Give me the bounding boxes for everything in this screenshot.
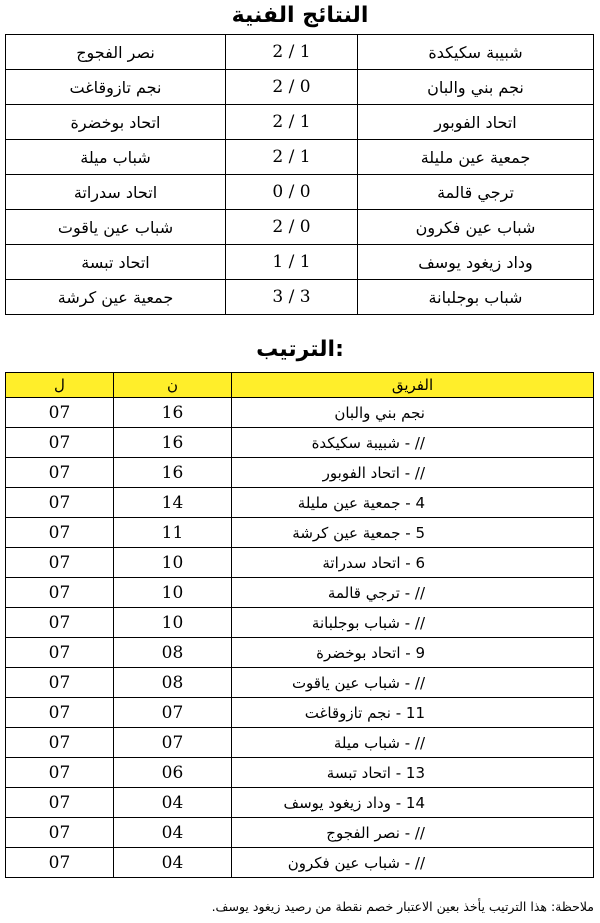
standings-row [6, 758, 594, 788]
standings-note: ملاحظة: هذا الترتيب يأخذ بعين الاعتبار خصم نقطة من رصيد زيغود يوسف. [211, 899, 594, 914]
standings-row [6, 428, 594, 458]
away-team: شباب ميلة [6, 140, 226, 175]
team-cell: 4 - جمعية عين مليلة [232, 488, 594, 518]
points-cell: 14 [114, 488, 232, 518]
team-cell: // - شباب عين ياقوت [232, 668, 594, 698]
team-cell: 13 - اتحاد تبسة [232, 758, 594, 788]
standings-row [6, 698, 594, 728]
away-team: اتحاد سدراتة [6, 175, 226, 210]
points-cell: 16 [114, 428, 232, 458]
played-cell: 07 [6, 758, 114, 788]
points-cell: 04 [114, 848, 232, 878]
points-cell: 07 [114, 728, 232, 758]
played-cell: 07 [6, 788, 114, 818]
team-cell: 11 - نجم تازوقاغت [232, 698, 594, 728]
points-cell: 08 [114, 638, 232, 668]
match-score: 1 / 1 [226, 245, 358, 280]
standings-row [6, 458, 594, 488]
standings-row [6, 548, 594, 578]
results-row [6, 245, 594, 280]
team-cell: // - شباب ميلة [232, 728, 594, 758]
standings-row [6, 818, 594, 848]
played-cell: 07 [6, 638, 114, 668]
team-cell: // - اتحاد الفوبور [232, 458, 594, 488]
team-cell: // - نصر الفجوج [232, 818, 594, 848]
points-cell: 10 [114, 578, 232, 608]
points-cell: 10 [114, 548, 232, 578]
team-cell: // - شبيبة سكيكدة [232, 428, 594, 458]
standings-row [6, 638, 594, 668]
standings-row [6, 668, 594, 698]
home-team: وداد زيغود يوسف [358, 245, 594, 280]
points-cell: 11 [114, 518, 232, 548]
played-cell: 07 [6, 848, 114, 878]
home-team: شباب بوجلبانة [358, 280, 594, 315]
points-cell: 04 [114, 788, 232, 818]
away-team: نجم تازوقاغت [6, 70, 226, 105]
played-cell: 07 [6, 728, 114, 758]
standings-title: الترتيب: [256, 337, 344, 362]
results-row [6, 70, 594, 105]
results-row [6, 140, 594, 175]
team-cell: 9 - اتحاد بوخضرة [232, 638, 594, 668]
results-row [6, 280, 594, 315]
away-team: شباب عين ياقوت [6, 210, 226, 245]
match-score: 2 / 1 [226, 140, 358, 175]
home-team: شباب عين فكرون [358, 210, 594, 245]
played-cell: 07 [6, 428, 114, 458]
team-cell: // - ترجي قالمة [232, 578, 594, 608]
points-cell: 16 [114, 398, 232, 428]
home-team: شبيبة سكيكدة [358, 35, 594, 70]
points-cell: 07 [114, 698, 232, 728]
played-cell: 07 [6, 488, 114, 518]
standings-row [6, 788, 594, 818]
results-table [5, 34, 594, 315]
points-cell: 06 [114, 758, 232, 788]
match-score: 0 / 0 [226, 175, 358, 210]
played-cell: 07 [6, 608, 114, 638]
home-team: نجم بني والبان [358, 70, 594, 105]
points-cell: 10 [114, 608, 232, 638]
results-row [6, 210, 594, 245]
points-cell: 04 [114, 818, 232, 848]
results-title: النتائج الفنية [231, 3, 369, 28]
home-team: جمعية عين مليلة [358, 140, 594, 175]
match-score: 2 / 1 [226, 35, 358, 70]
match-score: 3 / 3 [226, 280, 358, 315]
played-cell: 07 [6, 548, 114, 578]
played-cell: 07 [6, 398, 114, 428]
away-team: نصر الفجوج [6, 35, 226, 70]
standings-row [6, 398, 594, 428]
points-header: ن [114, 373, 232, 398]
played-cell: 07 [6, 518, 114, 548]
standings-row [6, 518, 594, 548]
team-cell: 14 - وداد زيغود يوسف [232, 788, 594, 818]
team-cell: نجم بني والبان [232, 398, 594, 428]
standings-row [6, 728, 594, 758]
standings-row [6, 848, 594, 878]
team-cell: // - شباب بوجلبانة [232, 608, 594, 638]
played-header: ل [6, 373, 114, 398]
away-team: اتحاد تبسة [6, 245, 226, 280]
standings-row [6, 578, 594, 608]
away-team: اتحاد بوخضرة [6, 105, 226, 140]
team-header: الفريق [232, 373, 594, 398]
standings-row [6, 608, 594, 638]
away-team: جمعية عين كرشة [6, 280, 226, 315]
results-row [6, 175, 594, 210]
points-cell: 16 [114, 458, 232, 488]
home-team: اتحاد الفوبور [358, 105, 594, 140]
team-cell: 5 - جمعية عين كرشة [232, 518, 594, 548]
match-score: 2 / 0 [226, 210, 358, 245]
played-cell: 07 [6, 578, 114, 608]
played-cell: 07 [6, 698, 114, 728]
home-team: ترجي قالمة [358, 175, 594, 210]
match-score: 2 / 1 [226, 105, 358, 140]
points-cell: 08 [114, 668, 232, 698]
team-cell: 6 - اتحاد سدراتة [232, 548, 594, 578]
results-row [6, 105, 594, 140]
played-cell: 07 [6, 668, 114, 698]
played-cell: 07 [6, 818, 114, 848]
team-cell: // - شباب عين فكرون [232, 848, 594, 878]
standings-table [5, 372, 594, 878]
standings-header-row [6, 373, 594, 398]
results-row [6, 35, 594, 70]
match-score: 2 / 0 [226, 70, 358, 105]
standings-row [6, 488, 594, 518]
played-cell: 07 [6, 458, 114, 488]
